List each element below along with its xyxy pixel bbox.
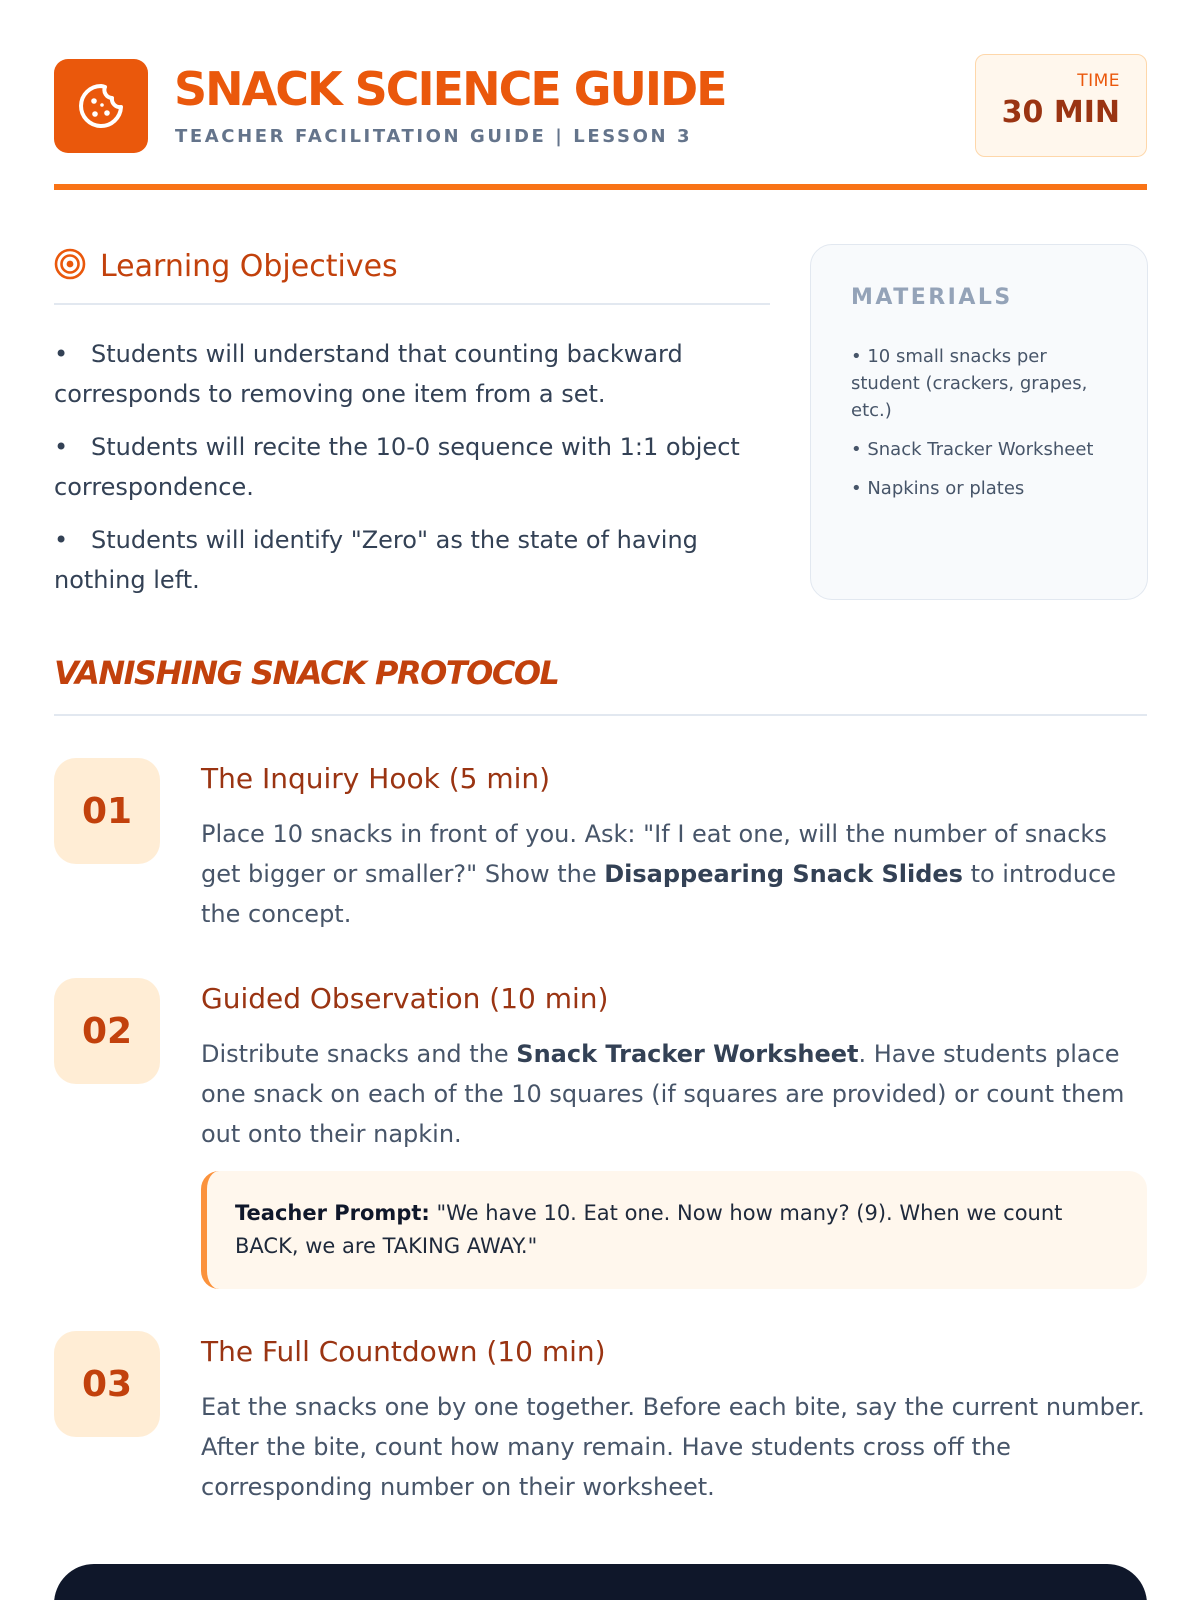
list-item: • Students will understand that counting backward corresponds to removing one item from a set. bbox=[54, 340, 683, 408]
header-divider bbox=[54, 184, 1147, 190]
cookie-icon bbox=[54, 59, 148, 153]
time-label: TIME bbox=[1077, 71, 1120, 91]
step-title: Guided Observation (10 min) bbox=[201, 982, 609, 1015]
objectives-heading bbox=[54, 246, 398, 286]
highlight-text: Disappearing Snack Slides bbox=[604, 860, 963, 888]
step-number: 02 bbox=[54, 978, 160, 1084]
teacher-prompt-callout bbox=[201, 1171, 1147, 1289]
step-body: Place 10 snacks in front of you. Ask: "If I eat one, will the number of snacks get bigger or smaller?" Show the Disappearing Snack Slides to introduce the concept. bbox=[201, 820, 1117, 928]
footer-banner bbox=[54, 1564, 1147, 1600]
protocol-title: VANISHING SNACK PROTOCOL bbox=[54, 654, 559, 692]
target-icon bbox=[54, 248, 86, 284]
step-number: 01 bbox=[54, 758, 160, 864]
time-badge bbox=[975, 54, 1147, 157]
page-header bbox=[54, 54, 1147, 154]
objectives-divider bbox=[54, 303, 770, 305]
list-item: • Students will recite the 10-0 sequence with 1:1 object correspondence. bbox=[54, 433, 740, 501]
step-title: The Full Countdown (10 min) bbox=[201, 1335, 606, 1368]
step-body: Distribute snacks and the Snack Tracker Worksheet. Have students place one snack on each of the 10 squares (if squares are provided) or count them out onto their napkin. bbox=[201, 1040, 1125, 1148]
objectives-title: Learning Objectives bbox=[100, 248, 398, 284]
prompt-text: "We have 10. Eat one. Now how many? (9). When we count BACK, we are TAKING AWAY." bbox=[235, 1201, 1063, 1258]
highlight-text: Snack Tracker Worksheet bbox=[516, 1040, 859, 1068]
materials-card bbox=[810, 244, 1148, 600]
page-subtitle: TEACHER FACILITATION GUIDE | LESSON 3 bbox=[175, 126, 693, 147]
objectives-list bbox=[54, 334, 770, 613]
page-title: SNACK SCIENCE GUIDE bbox=[174, 62, 726, 116]
protocol-divider bbox=[54, 714, 1147, 716]
list-item: • Napkins or plates bbox=[851, 478, 1025, 499]
prompt-label: Teacher Prompt: bbox=[235, 1201, 430, 1225]
list-item: • Students will identify "Zero" as the state of having nothing left. bbox=[54, 526, 698, 594]
time-value: 30 MIN bbox=[1001, 95, 1120, 130]
materials-title: MATERIALS bbox=[851, 285, 1013, 310]
list-item: • 10 small snacks per student (crackers, grapes, etc.) bbox=[851, 346, 1088, 421]
step-title: The Inquiry Hook (5 min) bbox=[201, 762, 551, 795]
step-number: 03 bbox=[54, 1331, 160, 1437]
step-body: Eat the snacks one by one together. Before each bite, say the current number. After the bite, count how many remain. Have students cross off the corresponding number on their worksheet. bbox=[201, 1393, 1145, 1501]
materials-list bbox=[851, 343, 1117, 502]
list-item: • Snack Tracker Worksheet bbox=[851, 439, 1094, 460]
